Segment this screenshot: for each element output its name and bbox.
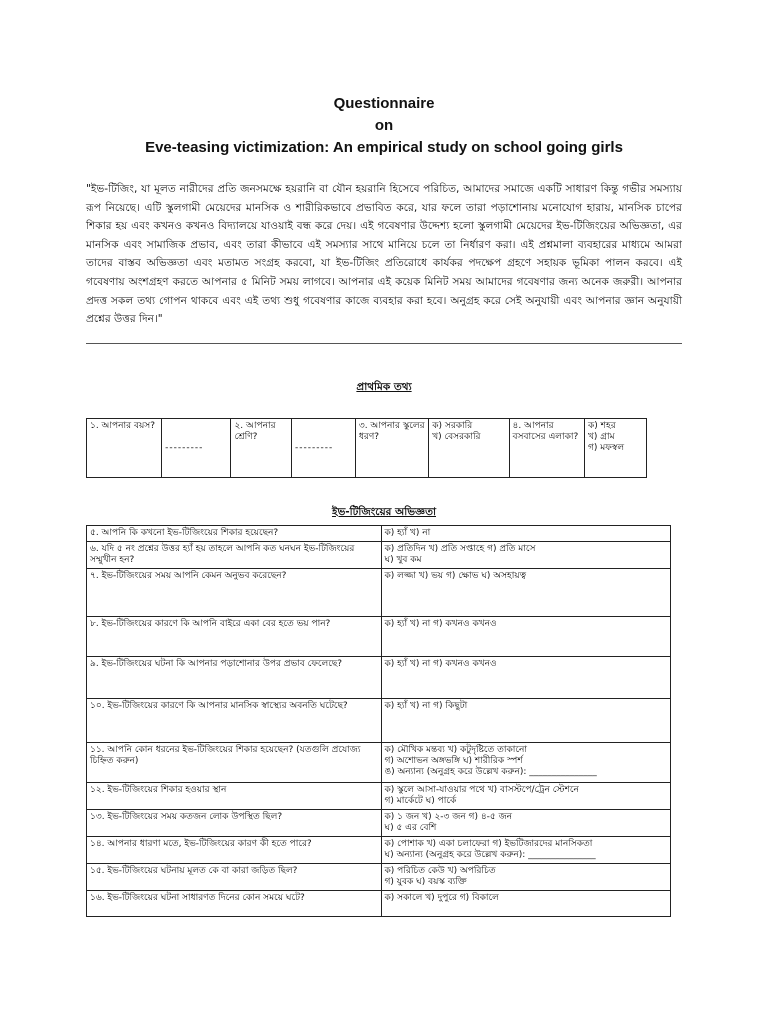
table-row bbox=[87, 569, 671, 617]
intro-paragraph: "ইভ-টিজিং, যা মূলত নারীদের প্রতি জনসমক্ষে হয়রানি বা যৌন হয়রানি হিসেবে পরিচিত, আমাদের সমাজে একটি সাধারণ কিন্তু গভীর সমস্যায় রূপ নিয়েছে। এটি স্কুলগামী মেয়েদের মানসিক ও শারীরিকভাবে প্রভাবিত করে, যার ফলে তারা পড়াশোনায় মনোযোগ হারায়, মানসিক চাপের শিকার হয় এবং কখনও কখনও বিদ্যালয়ে যাওয়াই বন্ধ করে দেয়। এই গবেষণার উদ্দেশ্য হলো স্কুলগামী মেয়েদের ইভ-টিজিংয়ের অভিজ্ঞতা, এর মানসিক এবং সামাজিক প্রভাব, এবং তারা কীভাবে এই সমস্যার সাথে মানিয়ে চলে তা নির্ধারণ করা। এই প্রশ্নমালা ব্যবহারের মাধ্যমে আমরা তাদের বাস্তব অভিজ্ঞতা এবং মতামত সংগ্রহ করবো, যা ইভ-টিজিং প্রতিরোধে কার্যকর পদক্ষেপ গ্রহণে সহায়ক ভূমিকা পালন করবে। এই গবেষণায় অংশগ্রহণ করতে আপনার ৫ মিনিট সময় লাগবে। আপনার এই কয়েক মিনিট সময় আমাদের গবেষণার জন্য অনেক জরুরী। আপনার প্রদত্ত সকল তথ্য গোপন থাকবে এবং এই তথ্য শুধু গবেষণার কাজে ব্যবহার করা হবে। অনুগ্রহ করে সেই অনুযায়ী এবং আপনার জ্ঞান অনুযায়ী প্রশ্নের উত্তর দিন।" bbox=[86, 183, 682, 326]
question-16: ১৬. ইভ-টিজিংয়ের ঘটনা সাধারণত দিনের কোন সময়ে ঘটে? bbox=[87, 891, 382, 917]
q3-options[interactable] bbox=[429, 419, 509, 478]
question-12: ১২. ইভ-টিজিংয়ের শিকার হওয়ার স্থান bbox=[87, 783, 382, 810]
answer-9[interactable]: ক) হ্যাঁ খ) না গ) কখনও কখনও bbox=[381, 657, 670, 699]
q2-blank: --------- bbox=[295, 443, 334, 453]
experience-table bbox=[86, 525, 671, 917]
q4-option-town[interactable]: গ) মফস্বল bbox=[588, 443, 625, 453]
section-heading-basic-info: প্রাথমিক তথ্য bbox=[356, 381, 412, 393]
answer-12[interactable]: ক) স্কুলে আসা-যাওয়ার পথে খ) বাসস্টপে/ট্রেন স্টেশনে গ) মার্কেটে ঘ) পার্কে bbox=[381, 783, 670, 810]
question-6: ৬. যদি ৫ নং প্রশ্নের উত্তর হ্যাঁ হয় তাহলে আপনি কত ঘনঘন ইভ-টিজিংয়ের সম্মুখীন হন? bbox=[87, 542, 382, 569]
q2-answer-cell[interactable] bbox=[292, 419, 356, 478]
table-row bbox=[87, 526, 671, 542]
table-row bbox=[87, 699, 671, 743]
table-row bbox=[87, 864, 671, 891]
document-title-on: on bbox=[374, 117, 394, 134]
question-8: ৮. ইভ-টিজিংয়ের কারণে কি আপনি বাইরে একা বের হতে ভয় পান? bbox=[87, 617, 382, 657]
q4-option-village[interactable]: খ) গ্রাম bbox=[588, 432, 615, 442]
table-row bbox=[87, 837, 671, 864]
q2-label: ২. আপনার শ্রেণি? bbox=[231, 419, 292, 478]
answer-13[interactable]: ক) ১ জন খ) ২-৩ জন গ) ৪-৫ জন ঘ) ৫ এর বেশি bbox=[381, 810, 670, 837]
table-row bbox=[87, 542, 671, 569]
answer-15[interactable]: ক) পরিচিত কেউ খ) অপরিচিত গ) যুবক ঘ) বয়স্ক ব্যক্তি bbox=[381, 864, 670, 891]
answer-5[interactable]: ক) হ্যাঁ খ) না bbox=[381, 526, 670, 542]
q3-label: ৩. আপনার স্কুলের ধরণ? bbox=[355, 419, 428, 478]
question-15: ১৫. ইভ-টিজিংয়ের ঘটনায় মূলত কে বা কারা জড়িত ছিল? bbox=[87, 864, 382, 891]
q4-option-city[interactable]: ক) শহর bbox=[588, 421, 616, 431]
section-heading-experience: ইভ-টিজিংয়ের অভিজ্ঞতা bbox=[331, 506, 436, 518]
q4-label: ৪. আপনার বসবাসের এলাকা? bbox=[509, 419, 585, 478]
q3-option-private[interactable]: খ) বেসরকারি bbox=[432, 432, 481, 442]
table-row bbox=[87, 891, 671, 917]
answer-6[interactable]: ক) প্রতিদিন খ) প্রতি সপ্তাহে গ) প্রতি মাসে ঘ) খুব কম bbox=[381, 542, 670, 569]
answer-10[interactable]: ক) হ্যাঁ খ) না গ) কিছুটা bbox=[381, 699, 670, 743]
demographics-table bbox=[86, 418, 647, 478]
question-10: ১০. ইভ-টিজিংয়ের কারণে কি আপনার মানসিক স্বাস্থ্যের অবনতি ঘটেছে? bbox=[87, 699, 382, 743]
table-row bbox=[87, 783, 671, 810]
question-5: ৫. আপনি কি কখনো ইভ-টিজিংয়ের শিকার হয়েছেন? bbox=[87, 526, 382, 542]
question-13: ১৩. ইভ-টিজিংয়ের সময় কতজন লোক উপস্থিত ছিল? bbox=[87, 810, 382, 837]
answer-16[interactable]: ক) সকালে খ) দুপুরে গ) বিকালে bbox=[381, 891, 670, 917]
divider-rule bbox=[86, 343, 682, 344]
q1-label: ১. আপনার বয়স? bbox=[87, 419, 162, 478]
answer-8[interactable]: ক) হ্যাঁ খ) না গ) কখনও কখনও bbox=[381, 617, 670, 657]
table-row bbox=[87, 810, 671, 837]
question-14: ১৪. আপনার ধারণা মতে, ইভ-টিজিংয়ের কারণ কী হতে পারে? bbox=[87, 837, 382, 864]
q1-blank: --------- bbox=[165, 443, 204, 453]
q1-answer-cell[interactable] bbox=[162, 419, 231, 478]
question-11: ১১. আপনি কোন ধরনের ইভ-টিজিংয়ের শিকার হয়েছেন? (যতগুলি প্রযোজ্য চিহ্নিত করুন) bbox=[87, 743, 382, 783]
q4-options[interactable] bbox=[585, 419, 647, 478]
table-row bbox=[87, 617, 671, 657]
document-subtitle: Eve-teasing victimization: An empirical study on school going girls bbox=[145, 139, 623, 156]
question-9: ৯. ইভ-টিজিংয়ের ঘটনা কি আপনার পড়াশোনার উপর প্রভাব ফেলেছে? bbox=[87, 657, 382, 699]
answer-11[interactable]: ক) মৌখিক মন্তব্য খ) কটুদৃষ্টিতে তাকানো গ) অশোভন অঙ্গভঙ্গি ঘ) শারীরিক স্পর্শ ঙ) অন্যান্য (অনুগ্রহ করে উল্লেখ করুন): _______________ bbox=[381, 743, 670, 783]
q3-option-government[interactable]: ক) সরকারি bbox=[432, 421, 473, 431]
table-row bbox=[87, 743, 671, 783]
table-row bbox=[87, 657, 671, 699]
document-title: Questionnaire bbox=[333, 95, 435, 112]
question-7: ৭. ইভ-টিজিংয়ের সময় আপনি কেমন অনুভব করেছেন? bbox=[87, 569, 382, 617]
answer-7[interactable]: ক) লজ্জা খ) ভয় গ) ক্ষোভ ঘ) অসহায়ত্ব bbox=[381, 569, 670, 617]
answer-14[interactable]: ক) পোশাক খ) একা চলাফেরা গ) ইভটিজারদের মানসিকতা ঘ) অন্যান্য (অনুগ্রহ করে উল্লেখ করুন): _______________ bbox=[381, 837, 670, 864]
